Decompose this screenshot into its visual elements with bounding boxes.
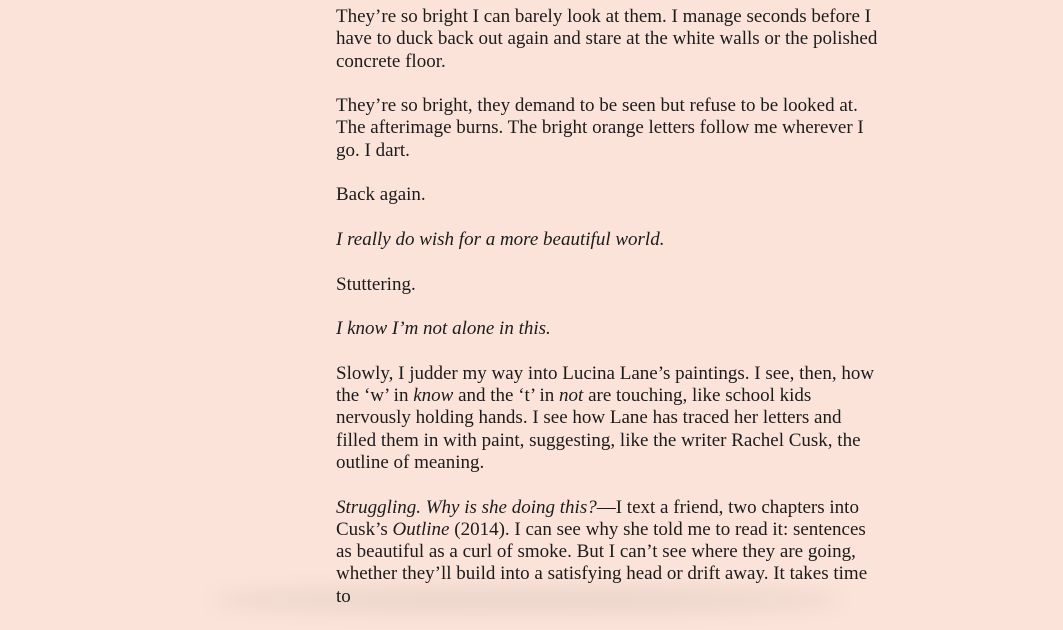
paragraph-2: They’re so bright, they demand to be seen but refuse to be looked at. The afterimage burns. The bright orange letters follow me wherever I go. I dart. <box>336 95 881 162</box>
paragraph-6-italic <box>336 318 881 340</box>
paragraph-8-emphasis-struggling: Struggling. Why is she doing this? <box>336 497 597 518</box>
paragraph-7-emphasis-know: know <box>413 385 453 406</box>
paragraph-7-text-e: are touching, like school kids nervously holding hands. I see how Lane has traced her letters and filled them in with paint, suggesting, like the writer Rachel Cusk, the outline of meaning. <box>336 385 861 473</box>
paragraph-5: Stuttering. <box>336 274 881 296</box>
paragraph-7 <box>336 363 881 474</box>
paragraph-7-text-c: and the ‘t’ in <box>453 385 559 406</box>
paragraph-7-text-a: Slowly, I judder my way into Lucina Lane’s paintings. I see, then, how the ‘w’ in <box>336 363 874 406</box>
italic-quote-wish: I really do wish for a more beautiful world. <box>336 229 664 250</box>
article-body <box>336 6 881 630</box>
paragraph-8-text-b: —I text a friend, two chapters into Cusk’s <box>336 497 859 540</box>
bottom-fade-shadow <box>210 589 843 611</box>
paragraph-1: They’re so bright I can barely look at them. I manage seconds before I have to duck back out again and stare at the white walls or the polished concrete floor. <box>336 6 881 73</box>
paragraph-3: Back again. <box>336 184 881 206</box>
paragraph-4-italic <box>336 229 881 251</box>
paragraph-8-book-title: Outline <box>393 519 450 540</box>
paragraph-8-text-d: (2014). I can see why she told me to read it: sentences as beautiful as a curl of smoke. But I can’t see where they are going, whether they’ll build into a satisfying head or drift away. It takes time to <box>336 519 867 607</box>
paragraph-7-emphasis-not: not <box>559 385 583 406</box>
italic-quote-alone: I know I’m not alone in this. <box>336 318 551 339</box>
